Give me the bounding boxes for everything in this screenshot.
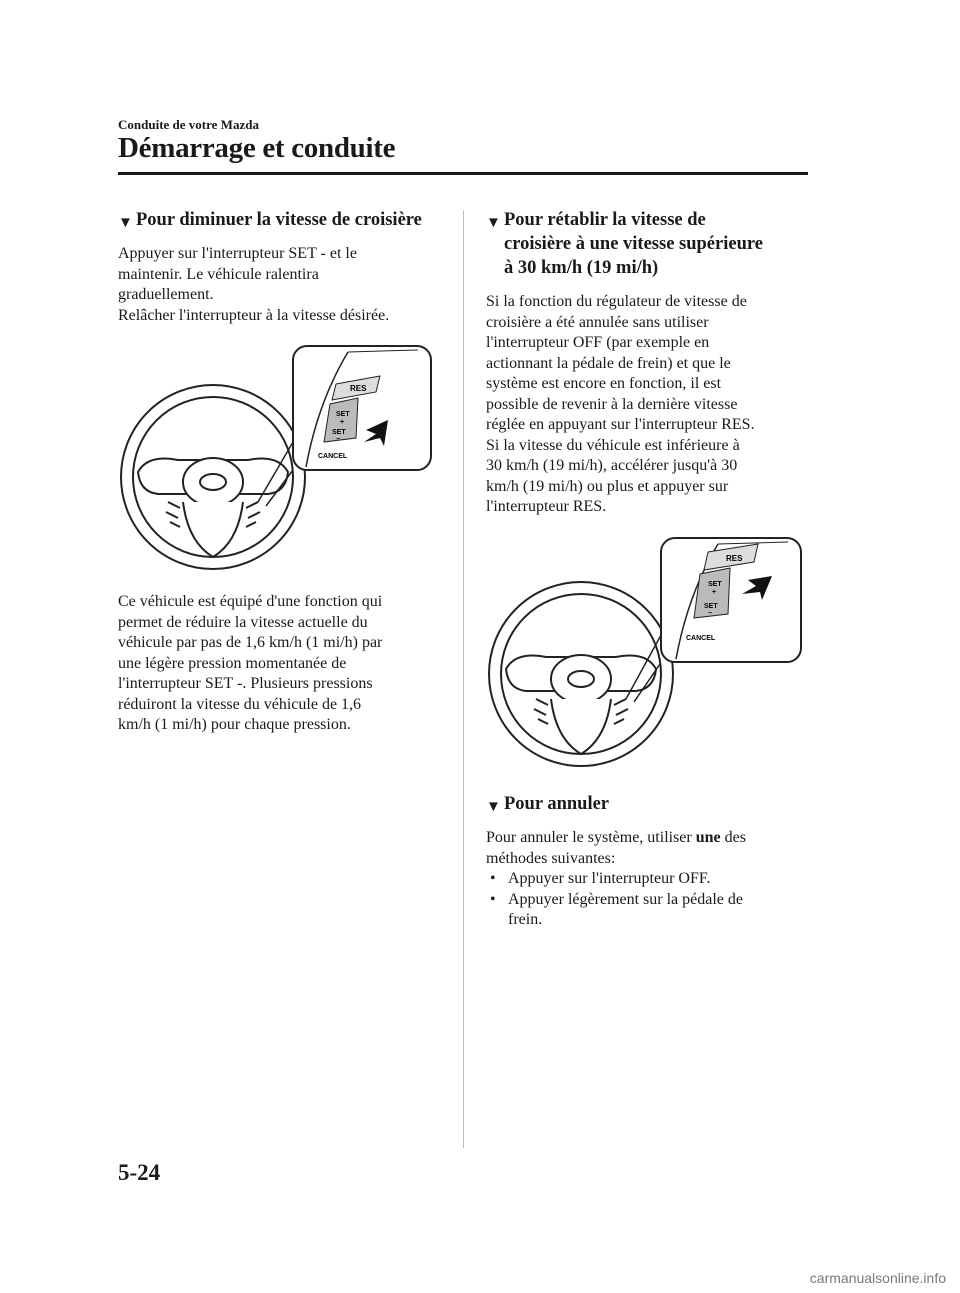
list-item: • Appuyer légèrement sur la pédale de frein. — [490, 890, 744, 928]
header-rule — [118, 172, 808, 175]
cancel-switch-label: CANCEL — [318, 453, 348, 460]
list-item: • Appuyer sur l'interrupteur OFF. — [486, 869, 816, 890]
set-plus-label: SET — [336, 411, 350, 418]
svg-text:+: + — [712, 589, 717, 596]
left-column-bottom — [118, 592, 448, 736]
heading-decrease-speed — [118, 208, 448, 232]
steering-wheel-icon — [489, 582, 673, 766]
set-minus-label: SET — [704, 603, 718, 610]
chapter-title: Démarrage et conduite — [118, 132, 396, 164]
bullet-dot-icon: • — [490, 870, 496, 887]
set-plus-label: SET — [708, 581, 722, 588]
heading-resume-speed: ▼ Pour rétablir la vitesse de croisière à une vitesse supérieure à 30 km/h (19 mi/h) — [486, 210, 763, 278]
section-label: Conduite de votre Mazda — [118, 117, 259, 132]
heading-text: Pour diminuer la vitesse de croisière — [136, 210, 422, 230]
paragraph-decrease: Appuyer sur l'interrupteur SET - et le maintenir. Le véhicule ralentira graduellement. Relâcher l'interrupteur à la vitesse désirée. — [118, 245, 390, 324]
triangle-bullet-icon: ▼ — [486, 799, 501, 815]
switch-inset — [661, 538, 801, 662]
paragraph-step-reduction: Ce véhicule est équipé d'une fonction qui permet de réduire la vitesse actuelle du véhicule par pas de 1,6 km/h (1 mi/h) par une légère pression momentanée de l'interrupteur SET -. Plusieurs pressions réduiront la vitesse du véhicule de 1,6 km/h (1 mi/h) pour chaque pression. — [118, 593, 383, 733]
right-column-bottom — [486, 792, 816, 931]
watermark: carmanualsonline.info — [809, 1270, 946, 1286]
right-column — [486, 208, 816, 518]
switch-inset — [293, 346, 431, 470]
svg-text:−: − — [336, 436, 341, 443]
heading-cancel: ▼ Pour annuler — [486, 792, 816, 816]
paragraph-cancel-intro: Pour annuler le système, utiliser une des méthodes suivantes: — [486, 829, 746, 867]
steering-wheel-icon — [121, 385, 305, 569]
svg-text:−: − — [708, 610, 713, 617]
left-column — [118, 208, 448, 326]
triangle-bullet-icon: ▼ — [118, 215, 133, 231]
steering-wheel-figure-set — [118, 342, 438, 572]
res-switch-label: RES — [350, 384, 367, 393]
page-number: 5-24 — [118, 1160, 161, 1185]
bullet-dot-icon: • — [490, 890, 496, 908]
res-switch-label: RES — [726, 554, 743, 563]
paragraph-resume: Si la fonction du régulateur de vitesse de croisière a été annulée sans utiliser l'interrupteur OFF (par exemple en actionnant la pédale de frein) et que le système est encore en fonction, il est possible de revenir à la dernière vitesse réglée en appuyant sur l'interrupteur RES. Si la vitesse du véhicule est inférieure à 30 km/h (19 mi/h), accélérer jusqu'à 30 km/h (19 mi/h) ou plus et appuyer sur l'interrupteur RES. — [486, 293, 755, 515]
steering-wheel-figure-res — [486, 534, 806, 769]
svg-text:+: + — [340, 419, 345, 426]
set-minus-label: SET — [332, 429, 346, 436]
triangle-bullet-icon: ▼ — [486, 215, 501, 231]
cancel-switch-label: CANCEL — [686, 635, 716, 642]
column-divider — [463, 210, 464, 1148]
